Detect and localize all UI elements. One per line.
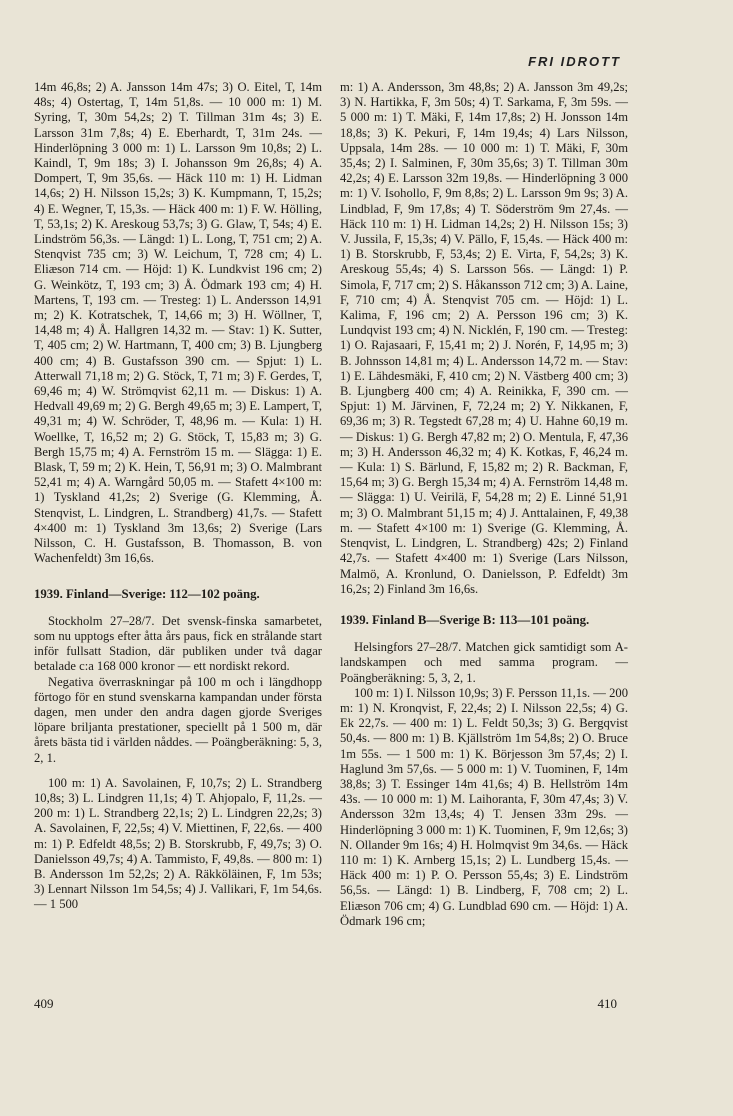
- left-column: [34, 80, 322, 913]
- continued-results-text: m: 1) A. Andersson, 3m 48,8s; 2) A. Jansson 3m 49,2s; 3) N. Hartikka, F, 3m 50s; 4) T. Sarkama, F, 3m 59s. — 5 000 m: 1) T. Mäki, F, 14m 17,8s; 2) H. Jonsson 14m 18,8s; 3) K. Pekuri, F, 14m 19,4s; 4) Lars Nilsson, Uppsala, 14m 28s. — 10 000 m: 1) T. Mäki, F, 30m 35,4s; 2) I. Salminen, F, 30m 35,6s; 3) T. Tillman 30m 42,2s; 4) E. Larsson 32m 19,8s. — Hinderlöpning 3 000 m: 1) V. Isohollo, F, 9m 8,8s; 2) L. Larsson 9m 9s; 3) A. Lindblad, F, 9m 17,8s; 4) T. Söderström 9m 27,4s. — Häck 110 m: 1) H. Lidman 14,2s; 2) H. Nilsson 15s; 3) V. Jussila, F, 15,3s; 4) V. Pällo, F, 15,4s. — Häck 400 m: 1) B. Storskrubb, F, 53,4s; 2) E. Virta, F, 54,2s; 3) K. Areskoug 55,4s; 4) S. Larsson 56s. — Längd: 1) P. Simola, F, 717 cm; 2) S. Håkansson 712 cm; 3) A. Laine, F, 710 cm; 4) Å. Stenqvist 705 cm. — Höjd: 1) L. Kalima, F, 196 cm; 2) A. Persson 196 cm; 3) K. Lundqvist 193 cm; 4) N. Nicklén, F, 190 cm. — Tresteg: 1) O. Rajasaari, F, 15,41 m; 2) J. Norén, F, 14,95 m; 3) B. Johnsson 14,81 m; 4) L. Andersson 14,72 m. — Stav: 1) E. Lähdesmäki, F, 410 cm; 2) N. Västberg 400 cm; 3) B. Ljungberg 400 cm; 4) A. Reinikka, F, 390 cm. — Spjut: 1) M. Järvinen, F, 72,24 m; 2) Y. Nikkanen, F, 69,36 m; 3) R. Tegstedt 67,28 m; 4) U. Hahne 60,19 m. — Diskus: 1) G. Bergh 47,82 m; 2) O. Mentula, F, 47,36 m; 3) H. Andersson 46,32 m; 4) K. Kotkas, F, 46,24 m. — Kula: 1) S. Bärlund, F, 15,82 m; 2) R. Backman, F, 15,64 m; 3) G. Bergh 15,34 m; 4) A. Fernström 14,48 m. — Slägga: 1) U. Veirilä, F, 54,28 m; 2) E. Linné 51,91 m; 3) O. Malmbrant 51,15 m; 4) J. Anttalainen, F, 49,38 m. — Stafett 4×100 m: 1) Sverige (G. Klemming, Å. Stenqvist, L. Lindgren, L. Strandberg) 42s; 2) Finland 42,7s. — Stafett 4×400 m: 1) Sverige (Lars Nilsson, Malmö, A. Kronlund, O. Danielsson, P. Edfeldt) 3m 16,2s; 2) Finland 3m 16,6s.: [340, 80, 628, 596]
- intro-paragraph: Negativa överraskningar på 100 m och i längdhopp förtogo för en stund svenskarna kampandan under första dagen, men under den andra dagen gjorde Sveriges löpare briljanta prestationer, speciellt på 1 500 m, där årets bästa tid i världen nåddes. — Poängberäkning: 5, 3, 2, 1.: [34, 674, 322, 765]
- intro-paragraph: Helsingfors 27–28/7. Matchen gick samtidigt som A-landskampen och med samma program. — Poängberäkning: 5, 3, 2, 1.: [340, 640, 628, 685]
- running-title: FRI IDROTT: [528, 54, 621, 69]
- intro-paragraph: Stockholm 27–28/7. Det svensk-finska samarbetet, som nu upptogs efter åtta års paus, fick en strålande start inför fullsatt Stadion, där publiken under två dagar betalade c:a 168 000 kronor — ett nordiskt rekord.: [34, 613, 322, 674]
- results-paragraph: 100 m: 1) I. Nilsson 10,9s; 3) F. Persson 11,1s. — 200 m: 1) N. Kronqvist, F, 22,4s; 2) I. Nilsson 22,5s; 4) G. Ek 22,7s. — 400 m: 1) L. Feldt 50,3s; 3) G. Bergqvist 50,4s. — 800 m: 1) B. Kjällström 1m 54,8s; 2) O. Bruce 1m 55s. — 1 500 m: 1) K. Börjesson 3m 57,4s; 2) I. Haglund 3m 57,6s. — 5 000 m: 1) V. Tuominen, F, 14m 38,8s; 3) T. Essinger 14m 41,6s; 4) B. Hellström 14m 43s. — 10 000 m: 1) M. Laihoranta, F, 30m 47,4s; 3) V. Andersson 32m 13,4s; 4) T. Jensen 33m 29s. — Hinderlöpning 3 000 m: 1) K. Tuominen, F, 9m 12,6s; 3) N. Ollander 9m 16s; 4) H. Holmqvist 9m 34,6s. — Häck 110 m: 1) K. Arnberg 15,1s; 2) L. Lundberg 15,4s. — Häck 400 m: 1) P. O. Persson 55,4s; 3) E. Lindström 56,5s. — Längd: 1) B. Lindberg, F, 708 cm; 2) L. Eliæson 706 cm; 4) G. Lundblad 690 cm. — Höjd: 1) A. Ödmark 196 cm;: [340, 685, 628, 928]
- results-paragraph: 100 m: 1) A. Savolainen, F, 10,7s; 2) L. Strandberg 10,8s; 3) L. Lindgren 11,1s; 4) T. Ahjopalo, F, 11,2s. — 200 m: 1) L. Strandberg 22,1s; 2) L. Lindgren 22,2s; 3) A. Savolainen, F, 22,5s; 4) V. Miettinen, F, 22,6s. — 400 m: 1) P. Edfeldt 48,5s; 2) B. Storskrubb, F, 49,7s; 3) O. Danielsson 49,7s; 4) A. Tammisto, F, 49,8s. — 800 m: 1) B. Andersson 1m 52,2s; 2) A. Räkköläinen, F, 1m 53s; 3) Lennart Nilsson 1m 54,5s; 4) J. Vallikari, F, 1m 54,6s. — 1 500: [34, 775, 322, 912]
- section-heading: 1939. Finland—Sverige: 112—102 poäng.: [34, 586, 260, 601]
- continued-results-text: 14m 46,8s; 2) A. Jansson 14m 47s; 3) O. Eitel, T, 14m 48s; 4) Ostertag, T, 14m 51,8s. — 10 000 m: 1) M. Syring, T, 30m 54,2s; 2) T. Tillman 31m 4s; 3) E. Larsson 31m 7,8s; 4) E. Eberhardt, T, 31m 24s. — Hinderlöpning 3 000 m: 1) L. Larsson 9m 10,8s; 2) L. Kaindl, T, 9m 18s; 3) I. Johansson 9m 26,8s; 4) A. Dompert, T, 9m 35,6s. — Häck 110 m: 1) H. Lidman 14,6s; 2) H. Nilsson 15,2s; 3) K. Kumpmann, T, 15,2s; 4) E. Wegner, T, 15,3s. — Häck 400 m: 1) F. W. Hölling, T, 53,1s; 2) K. Areskoug 53,7s; 3) G. Glaw, T, 54s; 4) E. Lindström 56,3s. — Längd: 1) L. Long, T, 751 cm; 2) A. Stenqvist 735 cm; 3) W. Leichum, T, 728 cm; 4) L. Eliæson 714 cm. — Höjd: 1) K. Lundkvist 196 cm; 2) G. Weinkötz, T, 193 cm; 3) Å. Ödmark 193 cm; 4) H. Martens, T, 193 cm. — Tresteg: 1) L. Andersson 14,91 m; 2) K. Kotratschek, T, 14,66 m; 3) H. Wöllner, T, 14,48 m; 4) Å. Hallgren 14,32 m. — Stav: 1) K. Sutter, T, 405 cm; 2) W. Hartmann, T, 400 cm; 3) B. Ljungberg 400 cm; 4) B. Gustafsson 390 cm. — Spjut: 1) L. Atterwall 71,18 m; 2) G. Stöck, T, 71 m; 3) F. Gerdes, T, 69,46 m; 4) W. Strömqvist 62,11 m. — Diskus: 1) A. Hedvall 49,69 m; 2) G. Bergh 49,65 m; 3) E. Lampert, T, 49,31 m; 4) W. Schröder, T, 48,96 m. — Kula: 1) H. Woellke, T, 16,52 m; 2) G. Stöck, T, 15,83 m; 3) G. Bergh 15,75 m; 4) A. Fernström 15 m. — Slägga: 1) E. Blask, T, 59 m; 2) K. Hein, T, 56,91 m; 3) O. Malmbrant 52,41 m; 4) A. Warngård 50,05 m. — Stafett 4×100 m: 1) Tyskland 41,2s; 2) Sverige (G. Klemming, Å. Stenqvist, L. Lindgren, L. Strandberg) 41,7s. — Stafett 4×400 m: 1) Tyskland 3m 13,6s; 2) Sverige (Lars Nilsson, C. H. Gustafsson, B. Thomasson, B. von Wachenfeldt) 3m 16,6s.: [34, 80, 322, 566]
- section-heading: 1939. Finland B—Sverige B: 113—101 poäng.: [340, 612, 590, 627]
- page-number-right: 410: [597, 996, 617, 1011]
- right-column: [340, 80, 628, 929]
- page-number-left: 409: [34, 996, 54, 1011]
